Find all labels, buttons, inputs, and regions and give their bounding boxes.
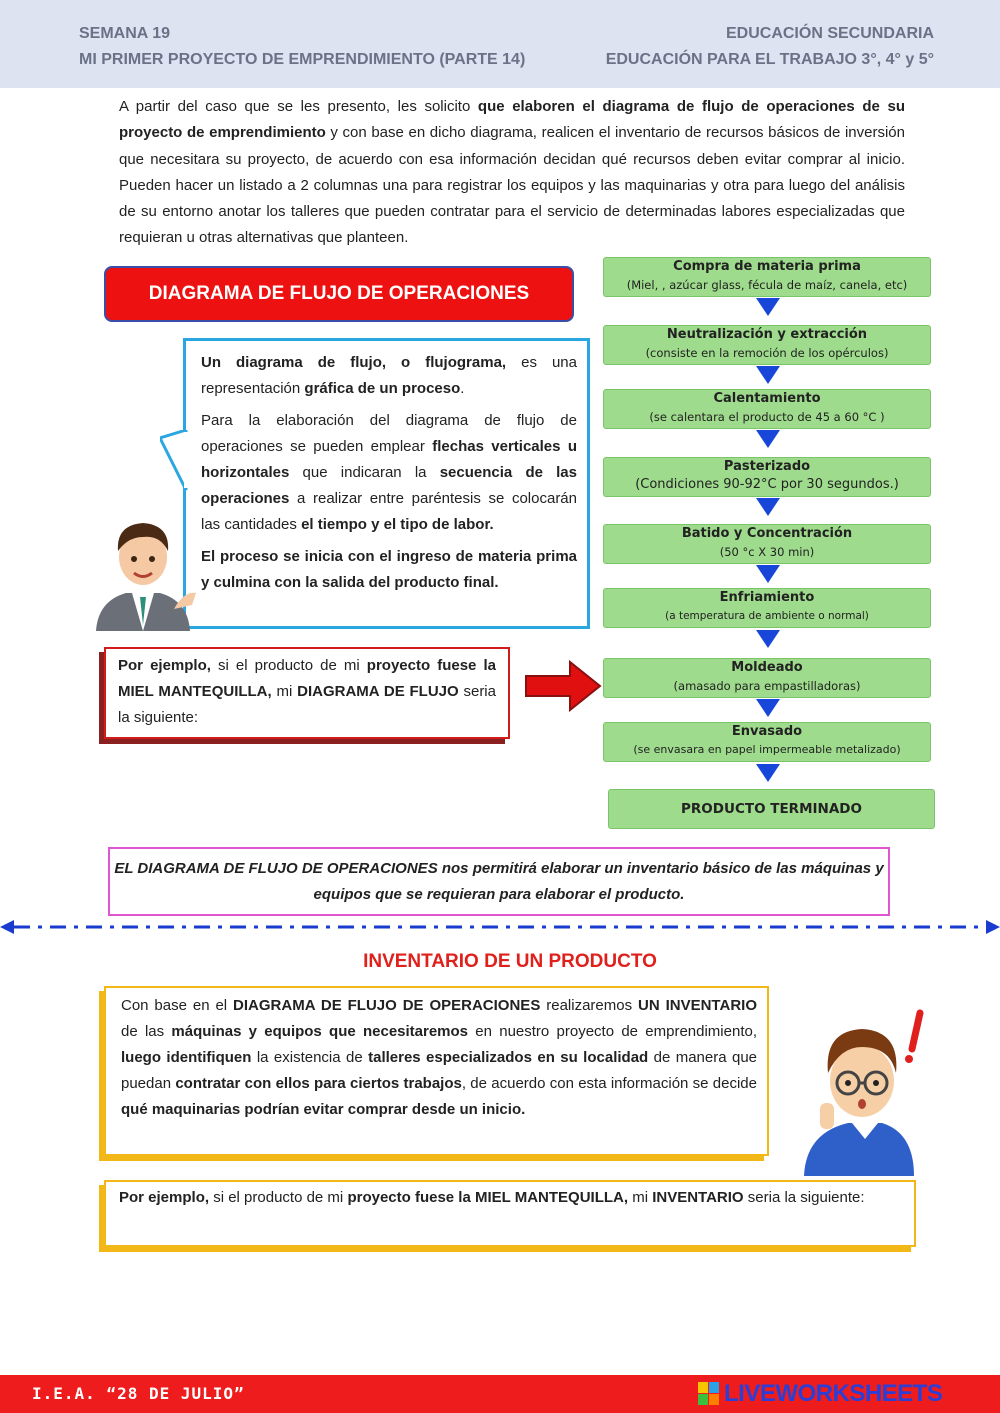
flow-step: Moldeado (amasado para empastilladoras) <box>603 658 931 698</box>
arrow-down-icon <box>756 764 780 782</box>
liveworksheets-logo-icon <box>698 1382 720 1406</box>
student-illustration <box>790 1003 940 1176</box>
arrow-down-icon <box>756 430 780 448</box>
definition-p3: El proceso se inicia con el ingreso de materia prima y culmina con la salida del producto final. <box>201 548 577 591</box>
flow-step: Compra de materia prima (Miel, , azúcar glass, fécula de maíz, canela, etc) <box>603 257 931 297</box>
week-label: SEMANA 19 <box>79 25 170 42</box>
conclusion-box: EL DIAGRAMA DE FLUJO DE OPERACIONES nos permitirá elaborar un inventario básico de las máquinas y equipos que se requieran para elaborar el producto. <box>108 847 890 916</box>
flow-step: Envasado (se envasara en papel impermeable metalizado) <box>603 722 931 762</box>
arrow-down-icon <box>756 630 780 648</box>
red-arrow-icon <box>524 660 602 712</box>
intro-paragraph <box>119 94 905 252</box>
flow-step: Calentamiento (se calentara el producto de 45 a 60 °C ) <box>603 389 931 429</box>
intro-bold-1: que elaboren el diagrama de flujo de operaciones de su proyecto de emprendimiento <box>119 98 905 142</box>
teacher-illustration <box>88 513 198 631</box>
definition-box <box>183 338 590 629</box>
brand-name[interactable]: LIVEWORKSHEETS <box>724 1380 943 1407</box>
flow-step-final: PRODUCTO TERMINADO <box>608 789 935 829</box>
flow-step: Batido y Concentración (50 °c X 30 min) <box>603 524 931 564</box>
level-label: EDUCACIÓN SECUNDARIA <box>725 25 934 42</box>
page-header <box>0 0 1000 88</box>
arrow-down-icon <box>756 498 780 516</box>
speech-tail-icon <box>160 430 190 500</box>
arrow-down-icon <box>756 366 780 384</box>
example-box: Por ejemplo, si el producto de mi proyecto fuese la MIEL MANTEQUILLA, mi DIAGRAMA DE FLUJO seria la siguiente: <box>104 647 510 739</box>
flow-step: Enfriamiento (a temperatura de ambiente o normal) <box>603 588 931 628</box>
arrow-down-icon <box>756 298 780 316</box>
school-name: I.E.A. “28 DE JULIO” <box>32 1384 245 1403</box>
intro-text-2: y con base en dicho diagrama, realicen el inventario de recursos básicos de inversión que necesitara su proyecto, de acuerdo con esa información decidan qué recursos deben evitar comprar al inicio. Pueden hacer un listado a 2 columnas una para registrar los equipos y las maquinarias y otra para luego del análisis de su entorno anotar los talleres que pueden contratar para el servicio de determinadas labores especializadas que requieran u otras alternativas que planteen. <box>119 124 905 247</box>
flow-step: Pasterizado (Condiciones 90-92°C por 30 segundos.) <box>603 457 931 497</box>
flow-step: Neutralización y extracción (consiste en la remoción de los opérculos) <box>603 325 931 365</box>
section-divider <box>0 918 1000 936</box>
inventory-title: INVENTARIO DE UN PRODUCTO <box>363 951 657 972</box>
subject-label: EDUCACIÓN PARA EL TRABAJO 3°, 4° y 5° <box>605 51 934 68</box>
definition-p2: Para la elaboración del diagrama de flujo de operaciones se pueden emplear flechas verticales u horizontales que indicaran la secuencia de las operaciones a realizar entre paréntesis se colocarán las cantidades el tiempo y el tipo de labor. <box>201 412 577 533</box>
definition-p1: Un diagrama de flujo, o flujograma, es una representación gráfica de un proceso. <box>201 354 577 397</box>
page-footer <box>0 1375 1000 1413</box>
arrow-down-icon <box>756 565 780 583</box>
project-label: MI PRIMER PROYECTO DE EMPRENDIMIENTO (PARTE 14) <box>79 51 526 68</box>
inventory-text-box: Con base en el DIAGRAMA DE FLUJO DE OPERACIONES realizaremos UN INVENTARIO de las máquinas y equipos que necesitaremos en nuestro proyecto de emprendimiento, luego identifiquen la existencia de talleres especializados en su localidad de manera que puedan contratar con ellos para ciertos trabajos, de acuerdo con esta información se decide qué maquinarias podrían evitar comprar desde un inicio. <box>104 986 769 1156</box>
diagram-title: DIAGRAMA DE FLUJO DE OPERACIONES <box>104 266 574 322</box>
intro-text-1: A partir del caso que se les presento, les solicito <box>119 98 478 115</box>
inventory-example-box: Por ejemplo, si el producto de mi proyecto fuese la MIEL MANTEQUILLA, mi INVENTARIO seria la siguiente: <box>104 1180 916 1247</box>
arrow-down-icon <box>756 699 780 717</box>
